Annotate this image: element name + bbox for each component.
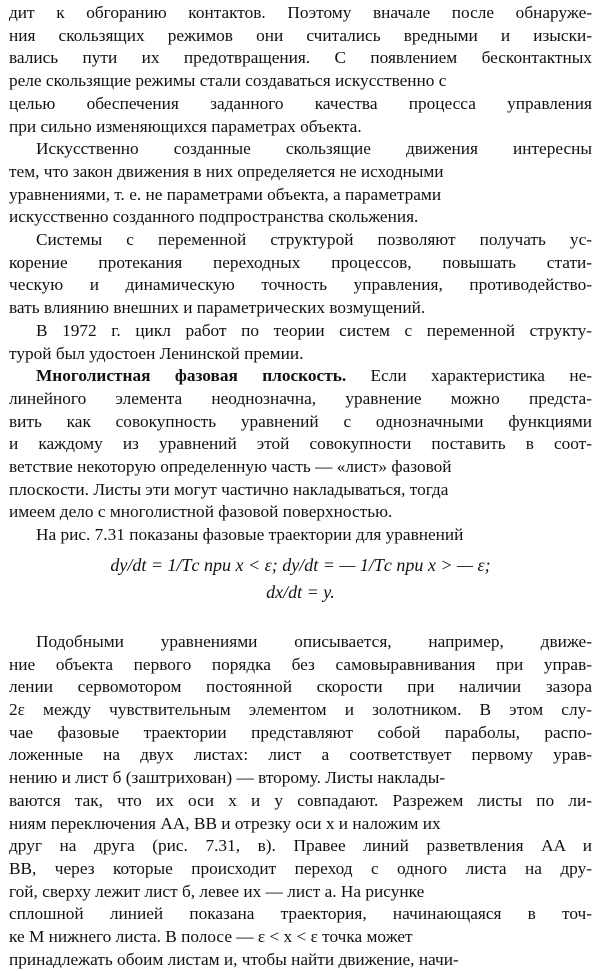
text-line: нению и лист б (заштрихован) — второму. Листы наклады-	[9, 768, 446, 788]
text-line: вались пути их предотвращения. С появлением бесконтактных	[9, 48, 592, 68]
text-line: Искусственно созданные скользящие движения интересны	[36, 139, 592, 159]
text-line: В 1972 г. цикл работ по теории систем с переменной структу-	[36, 320, 592, 340]
text-line: и каждому из уравнений этой совокупности поставить в соот-	[9, 434, 592, 454]
text-line: целью обеспечения заданного качества процесса управления	[9, 93, 592, 113]
text-line-with-heading	[9, 365, 592, 388]
text-line: вать влиянию внешних и параметрических возмущений.	[9, 298, 426, 318]
paragraph-artificial-motions	[9, 138, 592, 229]
text-line: Подобными уравнениями описывается, например, движе-	[36, 631, 592, 651]
paragraph-variable-structure	[9, 229, 592, 320]
paragraph-multisheet-plane	[9, 365, 592, 524]
section-heading: Многолистная фазовая плоскость.	[36, 366, 347, 386]
text-line: реле скользящие режимы стали создаваться искусственно с	[9, 71, 447, 91]
text-line: корение протекания переходных процессов, повышать стати-	[9, 252, 592, 272]
text-line: ветствие некоторую определенную часть — «лист» фазовой	[9, 457, 452, 477]
paragraph-figure-reference	[9, 524, 592, 547]
text-line: лении сервомотором постоянной скорости при наличии зазора	[9, 677, 592, 697]
equation-line-1: dy/dt = 1/Tс при x < ε; dy/dt = — 1/Tс при x > — ε;	[110, 554, 491, 575]
text-fragment: Если характеристика не-	[346, 366, 592, 386]
text-line: ваются так, что их оси x и y совпадают. Разрежем листы по ли-	[9, 790, 592, 810]
equation-line-2: dx/dt = y.	[266, 581, 335, 602]
text-line: ческую и динамическую точность управления, противодейство-	[9, 275, 592, 295]
text-line: искусственно созданного подпространства скольжения.	[9, 207, 419, 227]
text-line: имеем дело с многолистной фазовой поверхностью.	[9, 502, 393, 522]
paragraph-servomotor-example	[9, 631, 592, 971]
text-line: На рис. 7.31 показаны фазовые траектории для уравнений	[36, 525, 464, 545]
text-line: уравнениями, т. е. не параметрами объекта, а параметрами	[9, 184, 442, 204]
paragraph-sliding-modes	[9, 2, 592, 138]
text-line: тем, что закон движения в них определяется не исходными	[9, 161, 444, 181]
text-line: дит к обгоранию контактов. Поэтому вначале после обнаруже-	[9, 3, 592, 22]
text-line: при сильно изменяющихся параметрах объекта.	[9, 116, 362, 136]
text-line: BB, через которые происходит переход с одного листа на дру-	[9, 858, 592, 878]
text-line: принадлежать обоим листам и, чтобы найти движение, начи-	[9, 949, 459, 969]
text-line: друг на друга (рис. 7.31, в). Правее линий разветвления AA и	[9, 836, 592, 856]
text-line: чае фазовые траектории представляют собой параболы, распо-	[9, 722, 592, 742]
text-line: Системы с переменной структурой позволяют получать ус-	[36, 230, 592, 250]
text-line: линейного элемента неоднозначна, уравнение можно предста-	[9, 388, 592, 408]
text-line: ния скользящих режимов они считались вредными и изыски-	[9, 25, 592, 45]
text-line: вить как совокупность уравнений с однозначными функциями	[9, 411, 592, 431]
text-line: ние объекта первого порядка без самовыравнивания при управ-	[9, 654, 592, 674]
text-line: сплошной линией показана траектория, начинающаяся в точ-	[9, 904, 592, 924]
text-line: турой был удостоен Ленинской премии.	[9, 343, 304, 363]
text-line: ниям переключения AA, BB и отрезку оси x и наложим их	[9, 813, 441, 833]
text-line: 2ε между чувствительным элементом и золотником. В этом слу-	[9, 699, 592, 719]
text-line: гой, сверху лежит лист б, левее их — лист а. На рисунке	[9, 881, 425, 901]
text-line: плоскости. Листы эти могут частично накладываться, тогда	[9, 479, 449, 499]
text-line: ложенные на двух листах: лист а соответствует первому урав-	[9, 745, 592, 765]
paragraph-lenin-prize	[9, 320, 592, 365]
text-line: ке M нижнего листа. В полосе — ε < x < ε точка может	[9, 927, 413, 947]
